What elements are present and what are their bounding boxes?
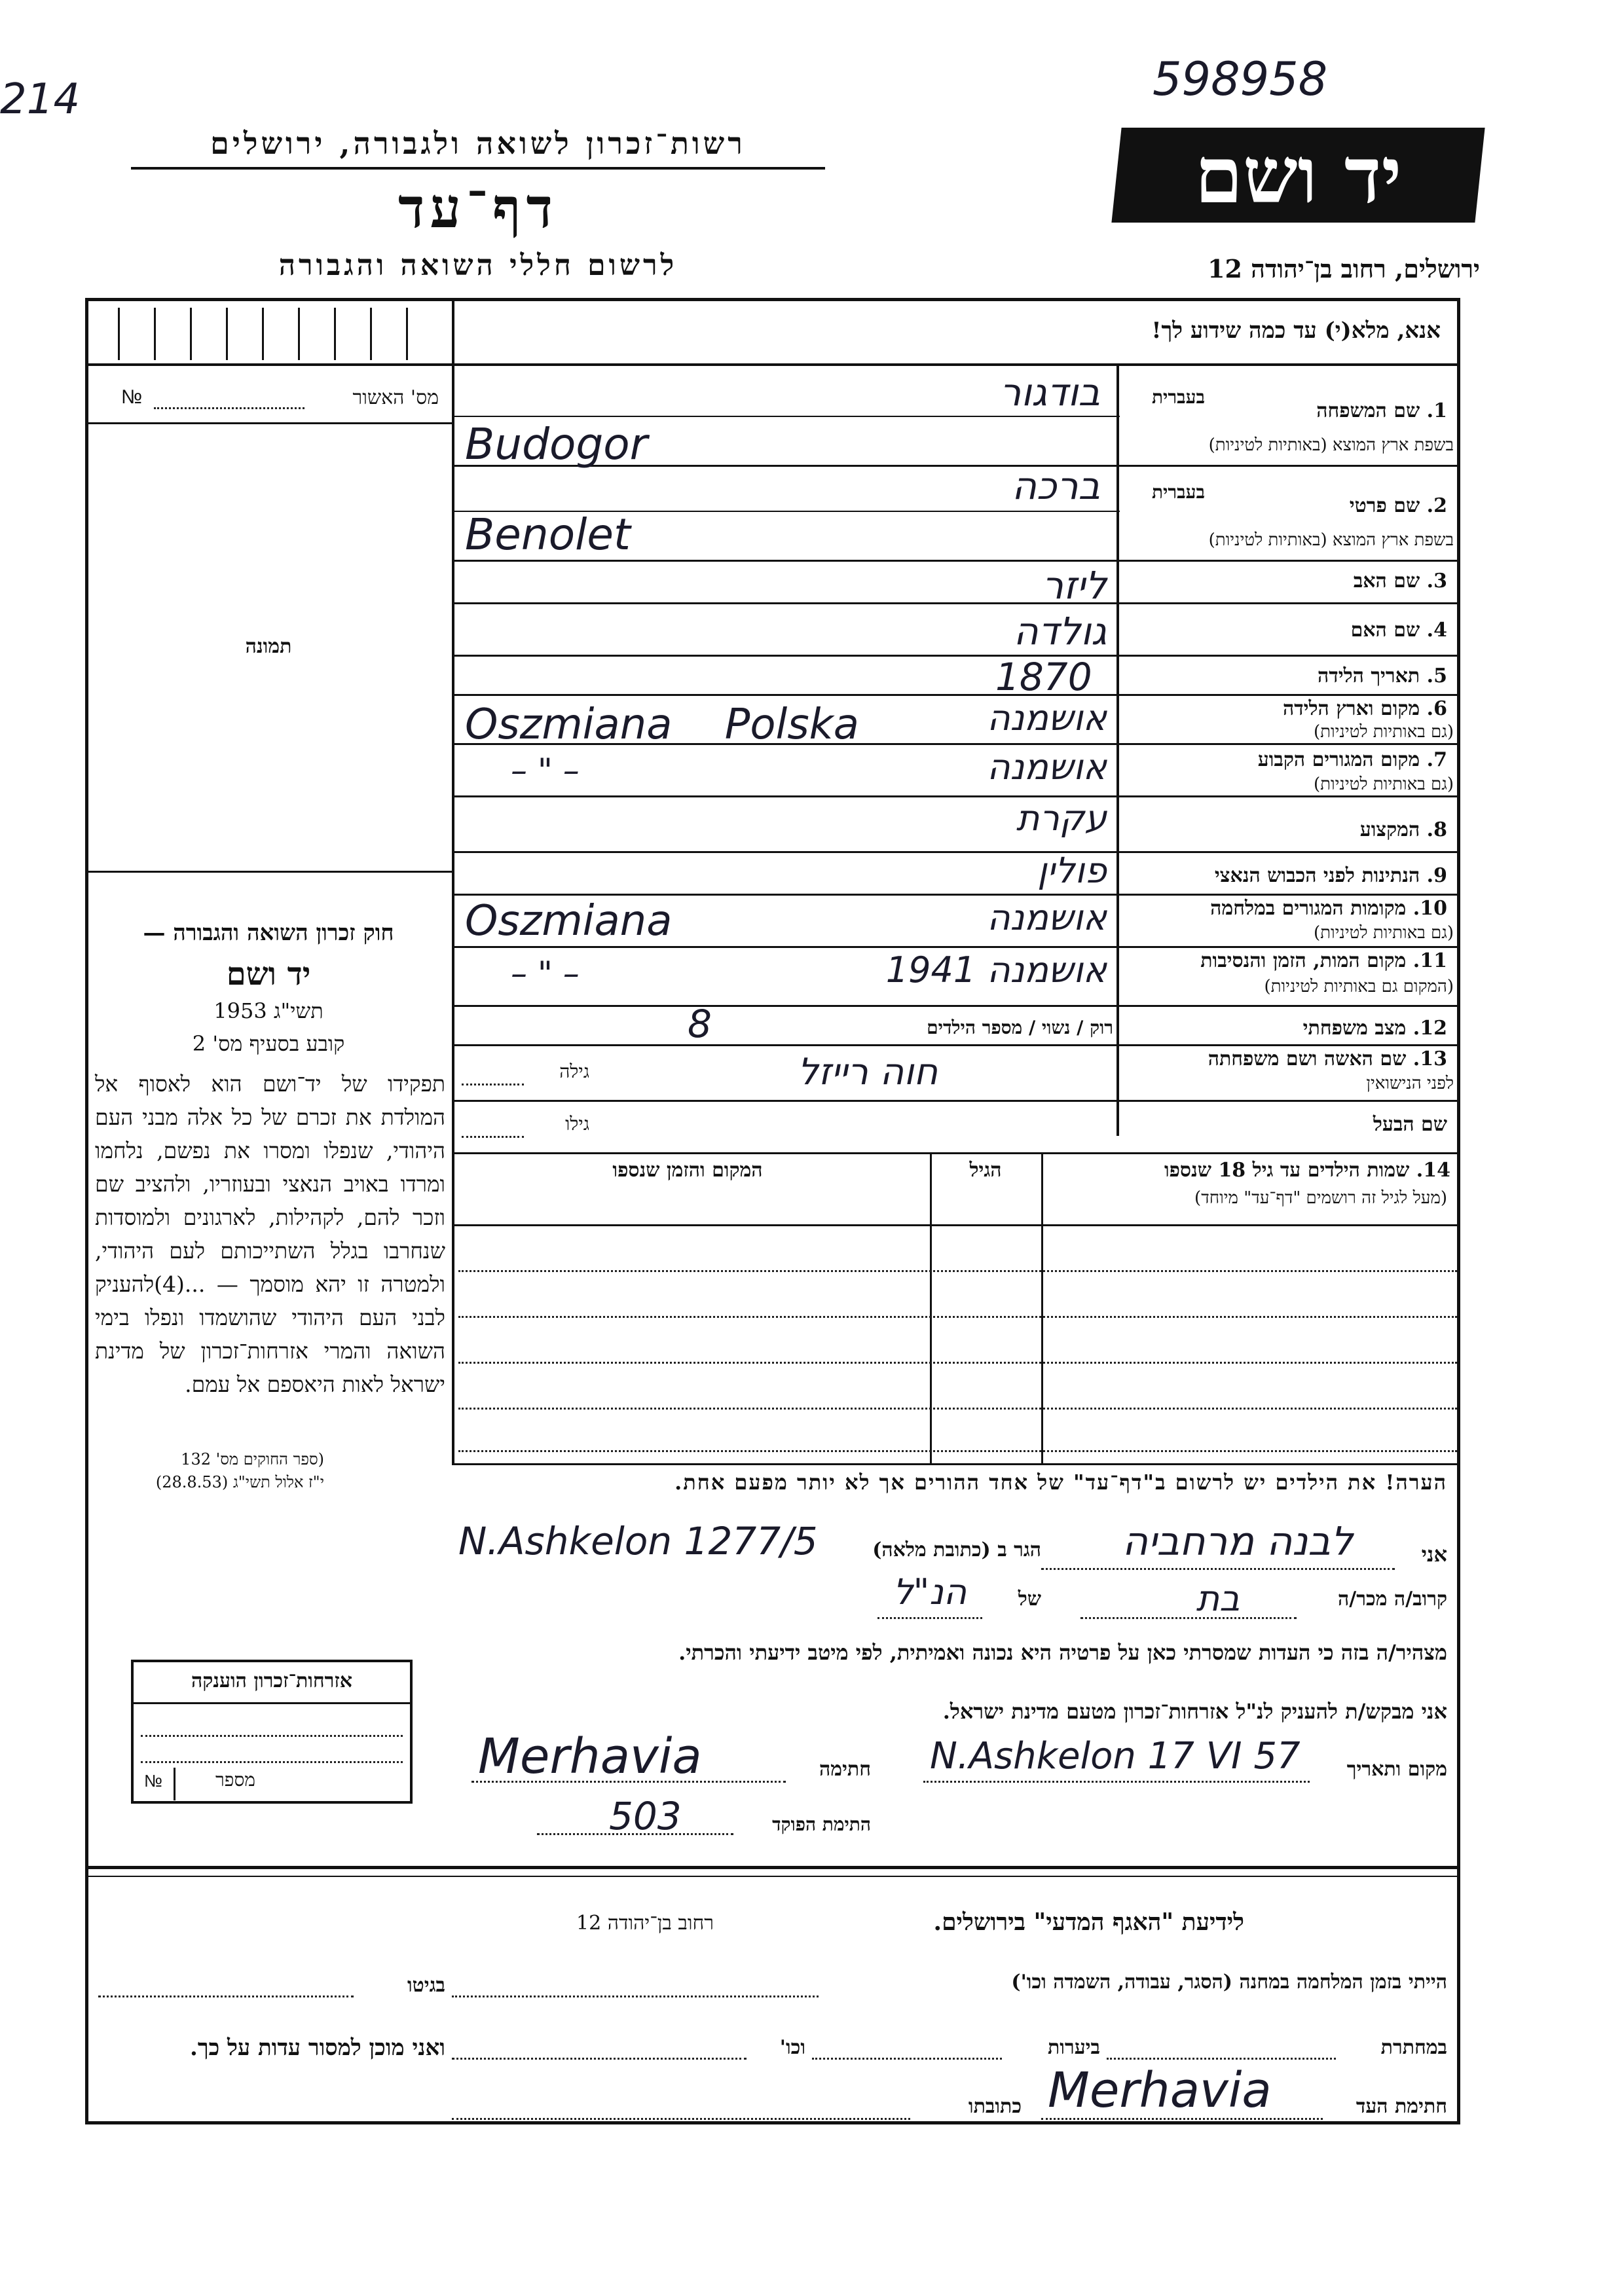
bottom-forests: ביערות: [1047, 2036, 1100, 2059]
field-13-label: [1123, 1048, 1447, 1070]
row-rule: [452, 694, 1460, 696]
decl-place-date: מקום ותאריך: [1346, 1758, 1447, 1781]
decl-signature: חתימה: [819, 1758, 871, 1781]
decl-name-value: לבנה מרחביה: [1122, 1519, 1354, 1565]
bottom-ghetto-dots: [98, 1995, 354, 1997]
strip-bottom: [85, 363, 1460, 366]
header-address: ירושלים, רחוב בן־יהודה 12: [1208, 254, 1480, 283]
citizenship-no: №: [144, 1771, 162, 1791]
photo-rule: [85, 871, 452, 873]
decl-officer: התימת הפוקד: [772, 1813, 871, 1835]
header-rule: [131, 167, 825, 170]
bottom-rule-2: [85, 1876, 1460, 1877]
death-place-latin: – " –: [511, 955, 580, 993]
nationality: פולין: [1037, 850, 1107, 891]
row-rule: [452, 1005, 1460, 1007]
field-9-text: הנתינות לפני הכבוש הנאצי: [1214, 864, 1420, 887]
field-1-label: [1218, 399, 1447, 422]
children-col-age: הגיל: [969, 1159, 1002, 1182]
row-rule: [452, 1152, 1460, 1154]
bottom-witness-sig-value: Merhavia: [1048, 2062, 1272, 2119]
field-4-text: שם האם: [1350, 619, 1420, 642]
certificate-dots: [154, 407, 304, 409]
citizenship-dots-2: [141, 1761, 403, 1763]
bottom-forests-dots: [812, 2058, 1002, 2060]
death-place: אושמנה 1941: [885, 949, 1107, 991]
children-col-2: [930, 1152, 932, 1463]
field-13-sub: לפני הנישואין: [1366, 1074, 1454, 1093]
residence-latin: – " –: [511, 752, 580, 790]
decl-of: של: [1018, 1588, 1041, 1611]
husband-age-dots: [462, 1136, 524, 1138]
children-sub: (מעל לגיל זה רושמים "דף־עד" מיוחד): [1194, 1188, 1447, 1208]
birth-date: 1870: [995, 655, 1092, 699]
children-num: 14.: [1416, 1159, 1450, 1182]
decl-officer-value: 503: [609, 1794, 682, 1838]
husband-label: שם הבעל: [1373, 1113, 1447, 1136]
law-name: יד ושם: [226, 956, 311, 993]
field-1-num: 1.: [1426, 399, 1447, 422]
cert-rule: [85, 422, 452, 424]
decl-place-date-dots: [923, 1781, 1310, 1783]
field-3-num: 3.: [1426, 570, 1447, 592]
wartime-residence: אושמנה: [987, 897, 1107, 938]
bottom-ghetto: בגיטו: [407, 1974, 445, 1997]
family-name-hebrew: בודגור: [999, 370, 1100, 414]
heb-label-2: בעברית: [1151, 481, 1205, 503]
row-rule: [452, 1100, 1460, 1102]
field-4-label: [1153, 619, 1447, 642]
logo-text: יד ושם: [1194, 130, 1402, 221]
field-5-num: 5.: [1426, 665, 1447, 687]
field-7-num: 7.: [1426, 748, 1447, 771]
children-title-text: שמות הילדים עד גיל 18 שנספו: [1164, 1159, 1410, 1182]
profession: עקרת: [1016, 797, 1107, 839]
field-13-num: 13.: [1412, 1048, 1447, 1070]
law-source-1: (ספר החוקים מס' 132: [181, 1450, 324, 1468]
row-rule: [452, 894, 1460, 896]
decl-signature-dots: [471, 1781, 786, 1783]
field-3-text: שם האב: [1353, 570, 1420, 592]
row-rule: [452, 560, 1460, 562]
field-3-label: [1153, 570, 1447, 592]
law-clause: קובע בסעיף מס' 2: [192, 1031, 345, 1056]
citizenship-dots-1: [141, 1735, 403, 1737]
law-heading: חוק זכרון השואה והגבורה —: [143, 920, 394, 946]
row-rule: [452, 655, 1460, 657]
decl-place-date-value: N.Ashkelon 17 VI 57: [930, 1735, 1301, 1777]
note-text: הערה! את הילדים יש לרשום ב"דף־עד" של אחד ההורים אך לא יותר מפעם אחת.: [674, 1470, 1447, 1495]
left-column-divider: [452, 298, 454, 1463]
field-2-sub: בשפת ארץ המוצא (באותיות לטיניות): [1208, 530, 1454, 550]
decl-of-dots: [877, 1617, 982, 1619]
decl-statement: מצהיר/ה בזה כי העדות שמסרתי כאן על פרטיה היא נכונה ואמיתית, לפי מיטב ידיעתי והכרתי.: [678, 1640, 1447, 1665]
mother-name: גולדה: [1013, 609, 1107, 653]
citizenship-title: אזרחות־זכרון הוענקה: [191, 1669, 353, 1692]
first-name-hebrew: ברכה: [1012, 464, 1100, 508]
heb-col-divider-1: [1116, 363, 1118, 364]
field-1-text: שם המשפחה: [1316, 399, 1420, 422]
field-12-num: 12.: [1412, 1017, 1447, 1040]
field-6-label: [1153, 697, 1447, 720]
citizenship-rule: [131, 1702, 413, 1704]
field-5-label: [1153, 665, 1447, 687]
label-column-divider: [1116, 363, 1119, 1136]
bottom-witness-dots: [1041, 2118, 1323, 2120]
row-rule: [452, 946, 1460, 948]
bottom-underground-dots: [1107, 2058, 1336, 2060]
wartime-residence-latin: Oszmiana: [465, 897, 673, 945]
field-1-sub: בשפת ארץ המוצא (באותיות לטיניות): [1208, 435, 1454, 455]
bottom-underground: במחתרת: [1380, 2036, 1447, 2059]
children-col-1: [1041, 1152, 1043, 1463]
field-7-sub: (גם באותיות לטיניות): [1313, 774, 1454, 794]
field-8-label: [1153, 818, 1447, 841]
law-source-2: י"ז אלול תשי"ג (28.8.53): [155, 1473, 324, 1491]
residence: אושמנה: [987, 746, 1107, 788]
heb-label-1: בעברית: [1151, 386, 1205, 408]
decl-officer-dots: [537, 1833, 733, 1835]
bottom-rule: [85, 1866, 1460, 1869]
children-line: [458, 1316, 1457, 1318]
decl-relation: קרוב/ה מכר/ה: [1338, 1588, 1447, 1611]
field-2-text: שם פרטי: [1349, 494, 1420, 517]
field-11-text: מקום המות, הזמן והנסיבות: [1200, 949, 1407, 972]
field-10-sub: (גם באותיות לטיניות): [1313, 923, 1454, 943]
children-line: [458, 1362, 1457, 1364]
children-col-place: המקום והזמן שנספו: [612, 1159, 763, 1182]
field-7-text: מקום המגורים הקבוע: [1257, 748, 1420, 771]
children-title: [1048, 1159, 1450, 1182]
field-6-sub: (גם באותיות לטיניות): [1313, 722, 1454, 742]
field-13-age-dots: [462, 1084, 524, 1085]
bottom-address: רחוב בן־יהודה 12: [576, 1912, 714, 1935]
certificate-label: מס' האשור: [352, 386, 439, 409]
citizenship-vline: [174, 1768, 175, 1800]
certificate-no: №: [121, 386, 143, 408]
decl-lives: הגר ב (כתובת מלאה): [872, 1539, 1041, 1561]
bottom-ready: ואני מוכן למסור עדות על כך.: [190, 2035, 445, 2061]
decl-address-value: N.Ashkelon 1277/5: [458, 1519, 818, 1563]
children-header-rule: [452, 1224, 1460, 1226]
decl-relation-value: בת: [1196, 1578, 1240, 1619]
bottom-camp-dots: [452, 1995, 819, 1997]
birth-place: אושמנה: [987, 697, 1107, 738]
form-title: דף־עד: [397, 175, 558, 240]
field-13-age: גילה: [559, 1061, 589, 1082]
bottom-address-label: כתובתו: [968, 2095, 1022, 2118]
field-11-label: [1123, 949, 1447, 972]
bottom-address-dots: [452, 2118, 910, 2120]
field-11-num: 11.: [1412, 949, 1447, 972]
field-12-text: מצב משפחתי: [1302, 1017, 1407, 1040]
decl-ani: אני: [1421, 1542, 1447, 1567]
archive-number: 598958: [1153, 52, 1328, 106]
bottom-heading: לידיעת "האגף המדעי" בירושלים.: [933, 1908, 1244, 1936]
field-6-text: מקום וארץ הלידה: [1282, 697, 1420, 720]
decl-relation-dots: [1080, 1617, 1297, 1619]
field-7-label: [1153, 748, 1447, 771]
field-13-text: שם האשה ושם משפחתה: [1208, 1048, 1407, 1070]
field-6-num: 6.: [1426, 697, 1447, 720]
children-line: [458, 1450, 1457, 1452]
father-name: ליזר: [1042, 563, 1107, 608]
children-line: [458, 1408, 1457, 1410]
law-year: תשי"ג 1953: [213, 998, 323, 1023]
field-11-sub: (המקום גם באותיות לטיניות): [1264, 977, 1454, 996]
row-rule: [452, 1044, 1460, 1046]
note-rule: [452, 1463, 1460, 1465]
yad-vashem-logo: [1111, 128, 1485, 223]
field-8-num: 8.: [1426, 818, 1447, 841]
decl-name-dots: [1041, 1568, 1395, 1570]
family-name-latin: Budogor: [465, 419, 648, 469]
decl-of-value: הנ"ל: [893, 1571, 967, 1613]
field-9-label: [1123, 864, 1447, 887]
field-12-marital: רוק / נשוי / מספר הילדים: [927, 1017, 1113, 1038]
bottom-line1a: הייתי בזמן המלחמה במחנה (הסגר, עבודה, השמדה וכו'): [1011, 1971, 1447, 1994]
law-text: תפקידו של יד־ושם הוא לאסוף אל המולדת את זכרם של כל אלה מבני העם היהודי, שנפלו ומסרו את נפשם, נלחמו ומרדו באויב הנאצי ובעוזריו, ולהציב שם וזכר להם, לקהילות, לארגונים ולמוסדות שנחרבו בגלל השתייכותם לעם היהודי, ולמטרה זו יהא מוסמך — ...(4)להעניק לבני העם היהודי שהושמדו ונפלו בימי השואה והמרי אזרחות־זכרון של מדינת ישראל לאות היאספם אל עמם.: [95, 1071, 445, 1397]
field-4-num: 4.: [1426, 619, 1447, 642]
bottom-witness-sig: חתימת העד: [1356, 2095, 1447, 2118]
corner-note: 214: [0, 75, 81, 124]
field-10-text: מקומות המגורים במלחמה: [1210, 897, 1407, 920]
children-line: [458, 1270, 1457, 1272]
photo-label: תמונה: [245, 635, 292, 658]
instruction-text: אנא, מלא(י) עד כמה שידוע לך!: [1151, 318, 1441, 344]
citizenship-number: מספר: [215, 1769, 255, 1791]
bottom-etc-dots: [452, 2058, 747, 2060]
field-8-text: המקצוע: [1359, 818, 1420, 841]
children-count: 8: [688, 1002, 712, 1046]
birth-place-latin: Oszmiana Polska: [465, 701, 859, 749]
field-10-num: 10.: [1412, 897, 1447, 920]
top-boxes: [92, 308, 458, 360]
field-9-num: 9.: [1426, 864, 1447, 887]
husband-age: גילו: [565, 1113, 589, 1135]
decl-signature-value: Merhavia: [478, 1728, 702, 1785]
wife-name: חוה רייזל: [797, 1051, 938, 1093]
field-12-label: [1153, 1017, 1447, 1040]
authority-name: רשות־זכרון לשואה ולגבורה, ירושלים: [210, 126, 746, 161]
first-name-latin: Benolet: [465, 509, 631, 560]
bottom-etc: וכו': [779, 2036, 805, 2059]
field-10-label: [1123, 897, 1447, 920]
field-2-label: [1218, 494, 1447, 517]
decl-request: אני מבקש/ת להעניק לנ"ל אזרחות־זכרון מטעם מדינת ישראל.: [942, 1699, 1447, 1724]
form-subtitle: לרשום חללי השואה והגבורה: [278, 249, 678, 282]
field-2-num: 2.: [1426, 494, 1447, 517]
field-5-text: תאריך הלידה: [1318, 665, 1420, 687]
heb-subrow-1: [452, 416, 1120, 417]
